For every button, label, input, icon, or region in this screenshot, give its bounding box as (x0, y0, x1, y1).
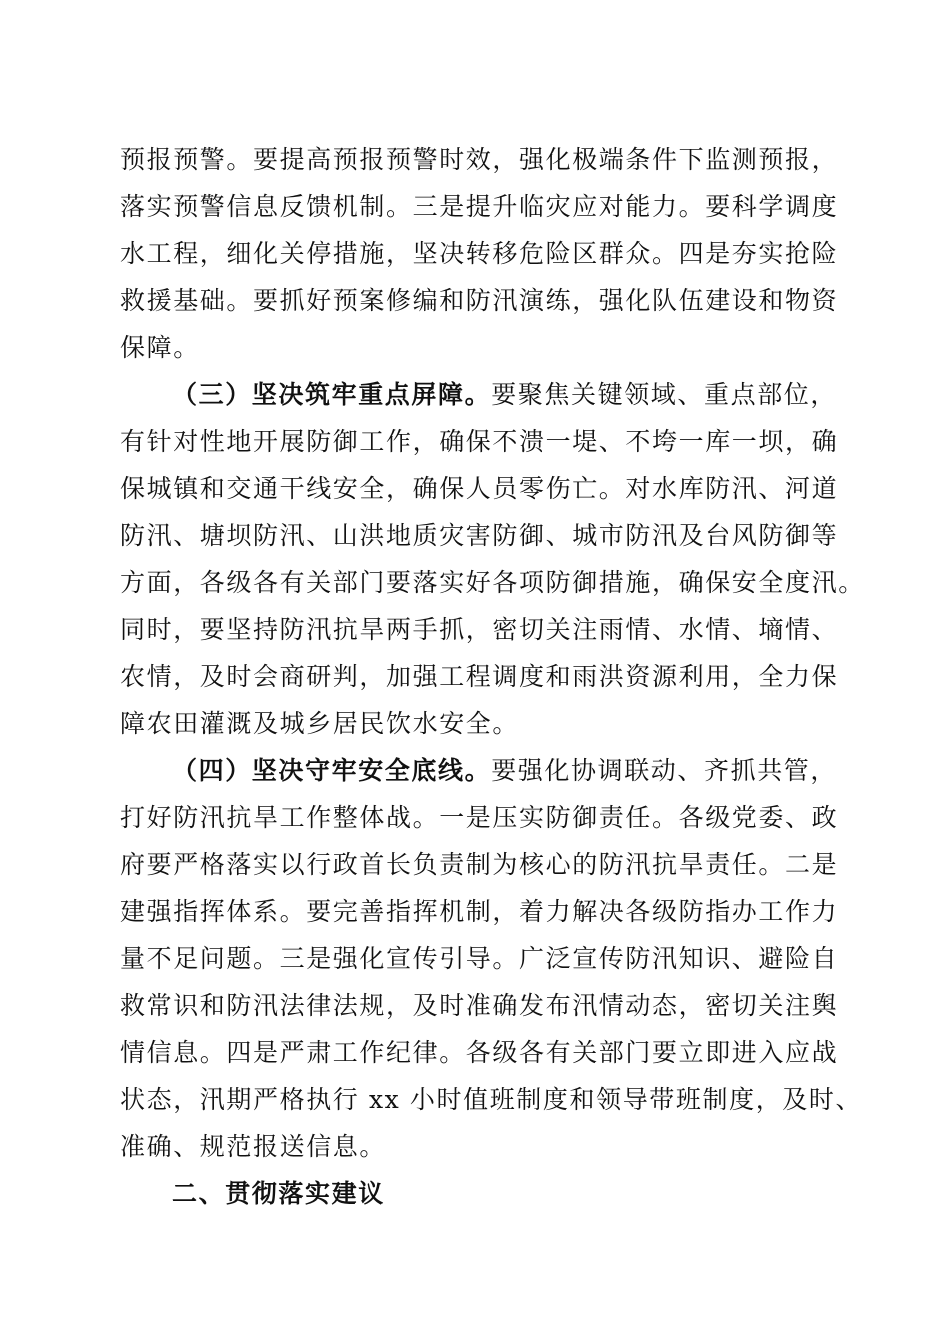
paragraph-line: 预报预警。要提高预报预警时效，强化极端条件下监测预报， (120, 145, 839, 174)
paragraph-line: 障农田灌溉及城乡居民饮水安全。 (120, 709, 520, 738)
paragraph-line: 量不足问题。三是强化宣传引导。广泛宣传防汛知识、避险自 (120, 944, 839, 973)
section-heading: 二、贯彻落实建议 (172, 1179, 385, 1208)
paragraph-first-line (172, 377, 837, 413)
paragraph-line: 情信息。四是严肃工作纪律。各级各有关部门要立即进入应战 (120, 1038, 839, 1067)
paragraph-text: 要聚焦关键领域、重点部位， (491, 380, 838, 409)
paragraph-line: 防汛、塘坝防汛、山洪地质灾害防御、城市防汛及台风防御等 (120, 521, 839, 550)
paragraph-line: 同时，要坚持防汛抗旱两手抓，密切关注雨情、水情、墒情、 (120, 615, 839, 644)
paragraph-line: 保城镇和交通干线安全，确保人员零伤亡。对水库防汛、河道 (120, 474, 839, 503)
paragraph-line: 落实预警信息反馈机制。三是提升临灾应对能力。要科学调度 (120, 192, 839, 221)
paragraph-line: 准确、规范报送信息。 (120, 1132, 387, 1161)
paragraph-line: 救常识和防汛法律法规，及时准确发布汛情动态，密切关注舆 (120, 991, 839, 1020)
paragraph-line: 打好防汛抗旱工作整体战。一是压实防御责任。各级党委、政 (120, 803, 839, 832)
subsection-heading: （四）坚决守牢安全底线。 (172, 756, 492, 785)
subsection-heading: （三）坚决筑牢重点屏障。 (172, 380, 492, 409)
paragraph-line: 农情，及时会商研判，加强工程调度和雨洪资源利用，全力保 (120, 662, 839, 691)
paragraph-line: 府要严格落实以行政首长负责制为核心的防汛抗旱责任。二是 (120, 850, 839, 879)
paragraph-line: 有针对性地开展防御工作，确保不溃一堤、不垮一库一坝，确 (120, 427, 839, 456)
paragraph-text: 要强化协调联动、齐抓共管， (491, 756, 838, 785)
paragraph-first-line (172, 753, 837, 789)
paragraph-line: 保障。 (120, 333, 200, 362)
paragraph-line: 建强指挥体系。要完善指挥机制，着力解决各级防指办工作力 (120, 897, 839, 926)
paragraph-line: 救援基础。要抓好预案修编和防汛演练，强化队伍建设和物资 (120, 286, 839, 315)
paragraph-line: 状态，汛期严格执行 xx 小时值班制度和领导带班制度，及时、 (120, 1085, 863, 1114)
paragraph-line: 水工程，细化关停措施，坚决转移危险区群众。四是夯实抢险 (120, 239, 839, 268)
paragraph-line: 方面，各级各有关部门要落实好各项防御措施，确保安全度汛。 (120, 568, 865, 597)
